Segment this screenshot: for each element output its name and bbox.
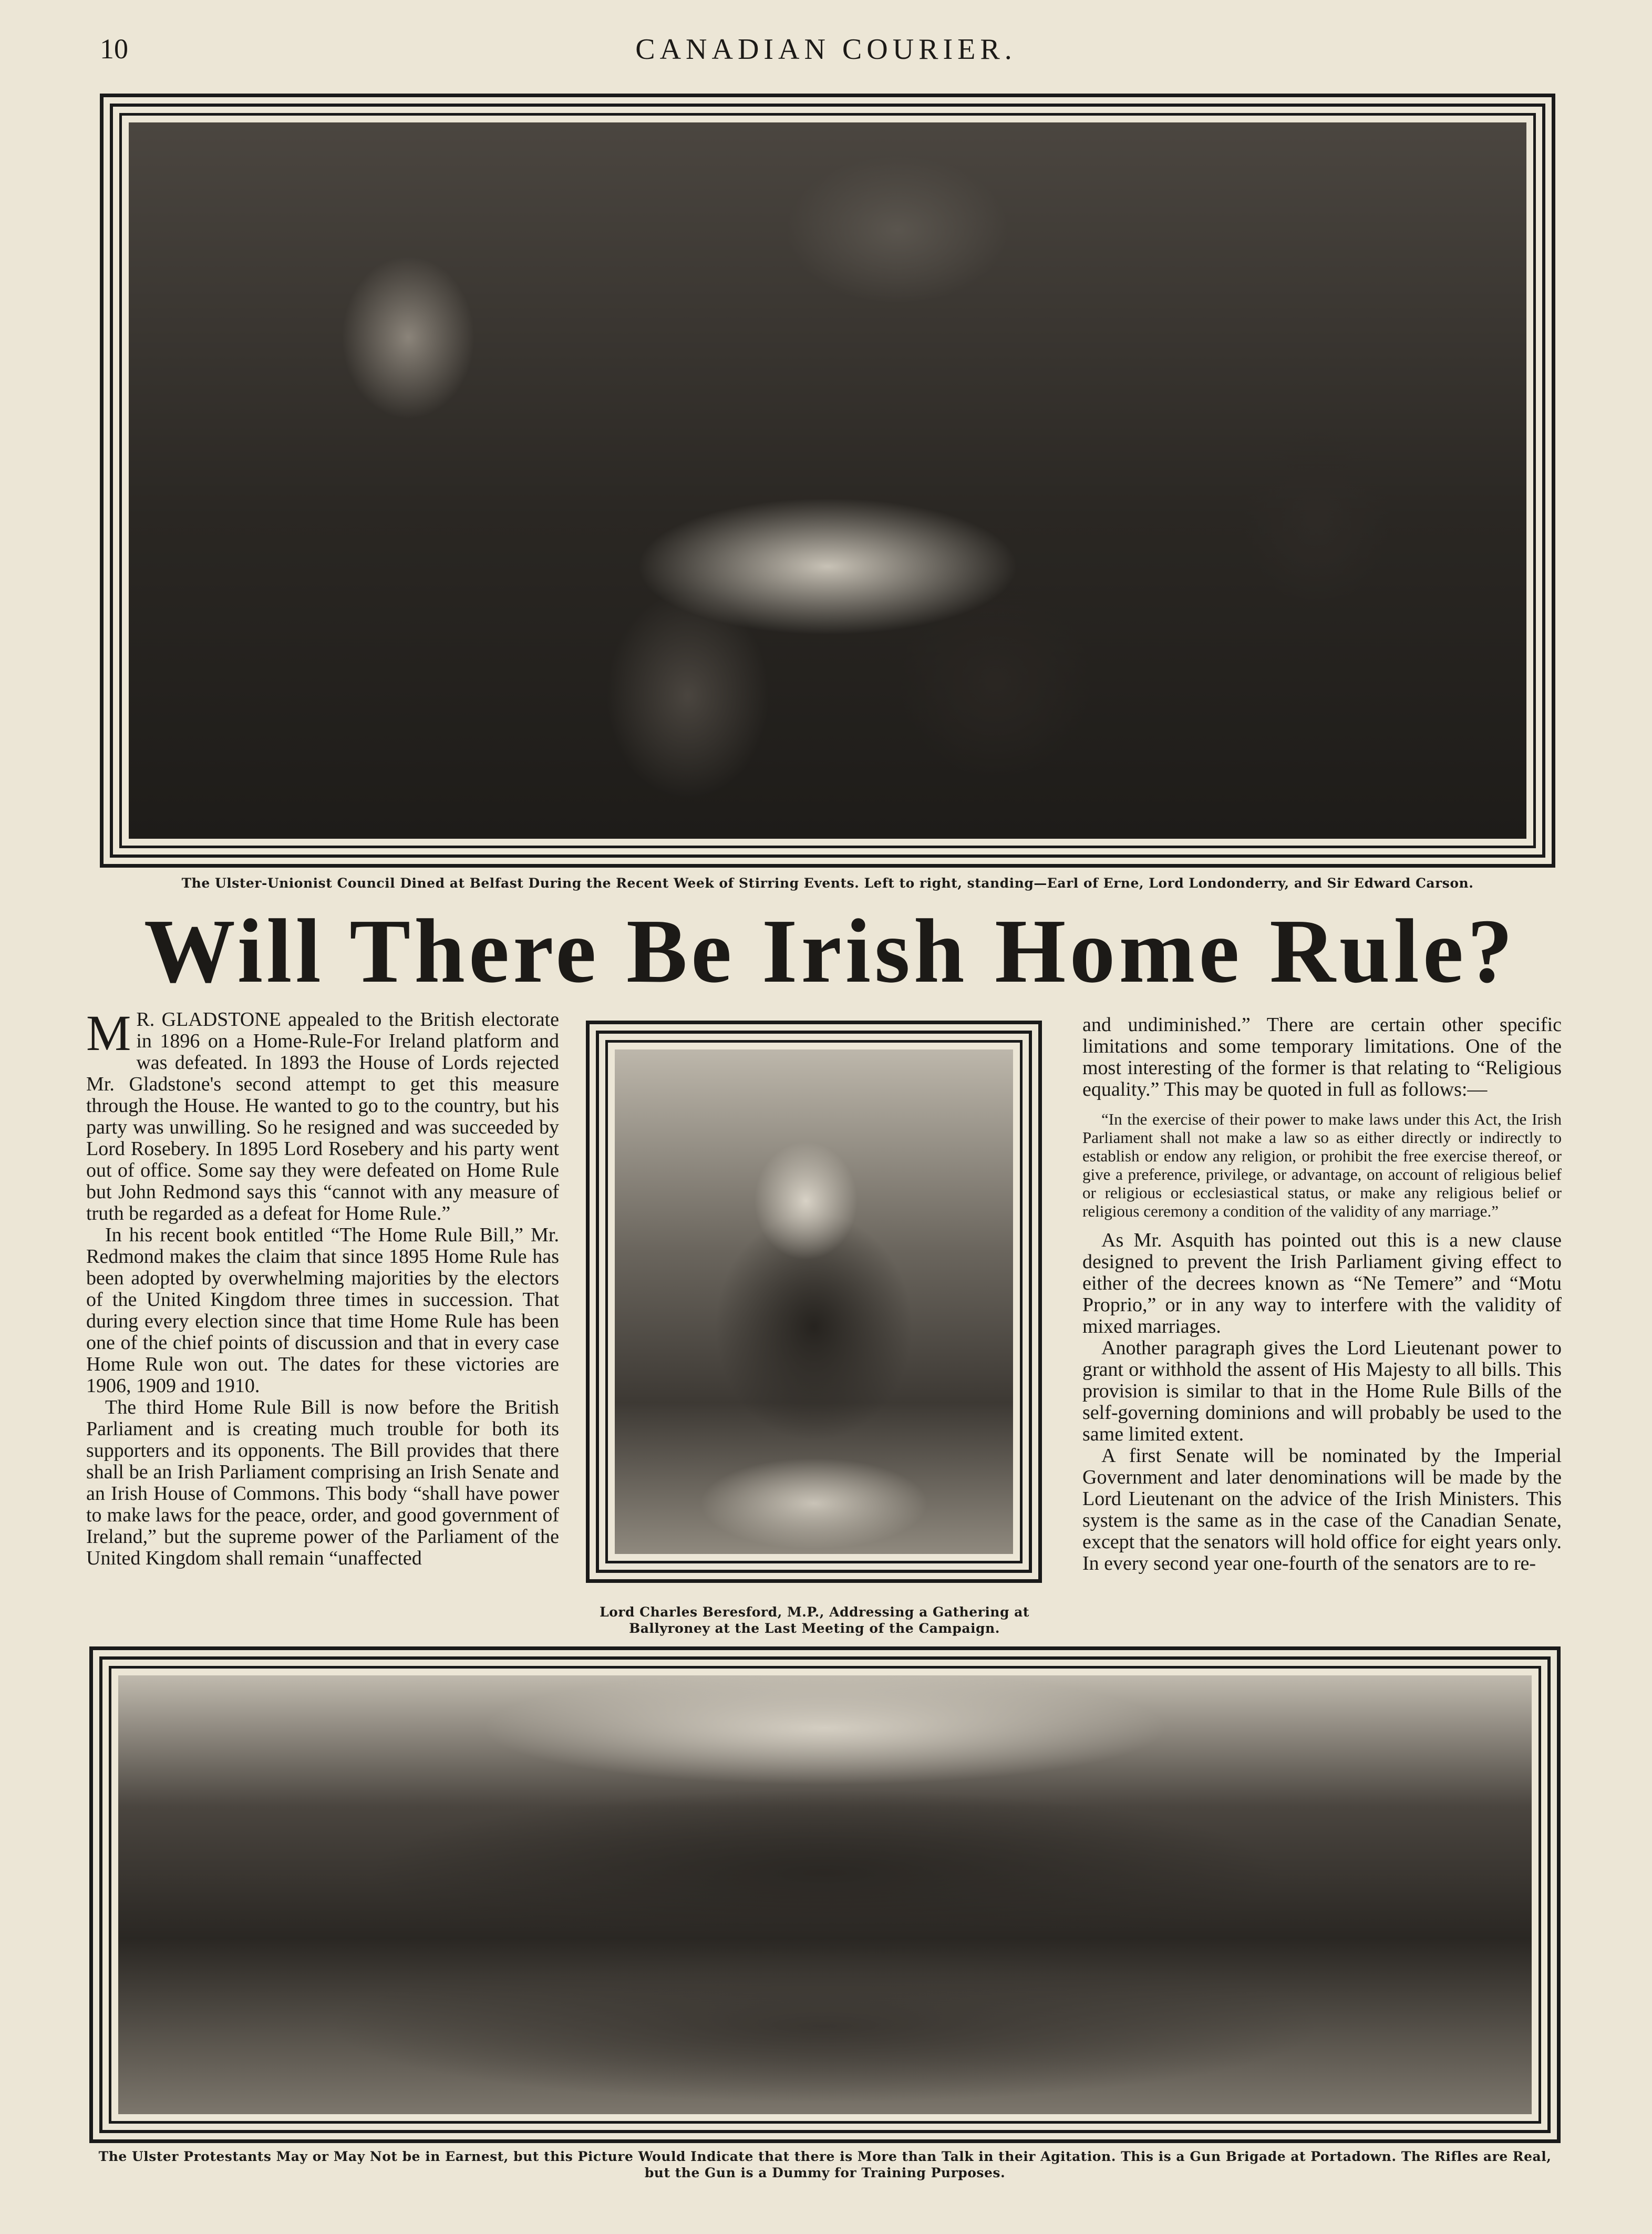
bottom-photo-caption: The Ulster Protestants May or May Not be in Earnest, but this Picture Would Indicate that there is More than Talk in their Agitation. This is a Gun Brigade at Portadown. The Rifles are Real, but the Gun is a Dummy for Training Purposes. bbox=[98, 2149, 1552, 2180]
paragraph: The third Home Rule Bill is now before the British Parliament and is creating much trouble for both its supporters and its opponents. The Bill provides that there shall be an Irish Parliament comprising an Irish Senate and an Irish House of Commons. This body “shall have power to make laws for the peace, order, and good government of Ireland,” but the supreme power of the Parliament of the United Kingdom shall remain “unaffected bbox=[86, 1396, 559, 1569]
paragraph: As Mr. Asquith has pointed out this is a new clause designed to prevent the Irish Parliament giving effect to either of the decrees known as “Ne Temere” and “Motu Proprio,” or in any way to interfere with the validity of mixed marriages. bbox=[1082, 1229, 1562, 1337]
paragraph: Another paragraph gives the Lord Lieutenant power to grant or withhold the assent of His Majesty to all bills. This provision is similar to that in the Home Rule Bills of the self-governing dominions and will probably be used to the same limited extent. bbox=[1082, 1337, 1562, 1445]
middle-photo-frame bbox=[586, 1021, 1042, 1583]
publication-title: CANADIAN COURIER. bbox=[635, 33, 1017, 66]
middle-photo-caption: Lord Charles Beresford, M.P., Addressing a Gathering at Ballyroney at the Last Meeting of the Campaign. bbox=[600, 1604, 1029, 1636]
paragraph: A first Senate will be nominated by the Imperial Government and later denominations will be made by the Lord Lieutenant on the advice of the Irish Ministers. This system is the same as in the case of the Canadian Senate, except that the senators will hold office for eight years only. In every second year one-fourth of the senators are to re- bbox=[1082, 1445, 1562, 1574]
paragraph: M R. GLADSTONE appealed to the British electorate in 1896 on a Home-Rule-For Ireland platform and was defeated. In 1893 the House of Lords rejected Mr. Gladstone's second attempt to get this measure through the House. He wanted to go to the country, but his party was unwilling. So he resigned and was succeeded by Lord Rosebery. In 1895 Lord Rosebery and his party went out of office. Some say they were defeated on Home Rule but John Redmond says this “cannot with any measure of truth be regarded as a defeat for Home Rule.” bbox=[86, 1005, 559, 1224]
paragraph: In his recent book entitled “The Home Rule Bill,” Mr. Redmond makes the claim that since 1895 Home Rule has been adopted by overwhelming majorities by the electors of the United Kingdom three times in succession. That during every election since that time Home Rule has been one of the chief points of discussion and that in every case Home Rule won out. The dates for these victories are 1906, 1909 and 1910. bbox=[86, 1224, 559, 1397]
banquet-photo bbox=[129, 122, 1526, 839]
article-column-2 bbox=[1082, 1014, 1562, 1574]
top-photo-caption: The Ulster-Unionist Council Dined at Belfast During the Recent Week of Stirring Events. Left to right, standing—Earl of Erne, Lord Londonderry, and Sir Edward Carson. bbox=[181, 876, 1474, 891]
drop-cap: M bbox=[86, 1005, 131, 1061]
gun-brigade-photo bbox=[118, 1675, 1532, 2114]
page-number: 10 bbox=[100, 33, 128, 65]
article-column-1 bbox=[86, 1005, 559, 1569]
article-headline: Will There Be Irish Home Rule? bbox=[143, 900, 1517, 1002]
beresford-photo bbox=[615, 1049, 1013, 1554]
bottom-photo-frame bbox=[89, 1646, 1561, 2143]
top-photo-frame bbox=[100, 94, 1555, 868]
paragraph: and undiminished.” There are certain other specific limitations and some temporary limitations. One of the most interesting of the former is that relating to “Religious equality.” This may be quoted in full as follows:— bbox=[1082, 1014, 1562, 1100]
quoted-clause: “In the exercise of their power to make laws under this Act, the Irish Parliament shall not make a law so as either directly or indirectly to establish or endow any religion, or prohibit the free exercise thereof, or give a preference, privilege, or advantage, on account of religious belief or religious or ecclesiastical status, or make any religious belief or religious ceremony a condition of the validity of any marriage.” bbox=[1082, 1110, 1562, 1220]
